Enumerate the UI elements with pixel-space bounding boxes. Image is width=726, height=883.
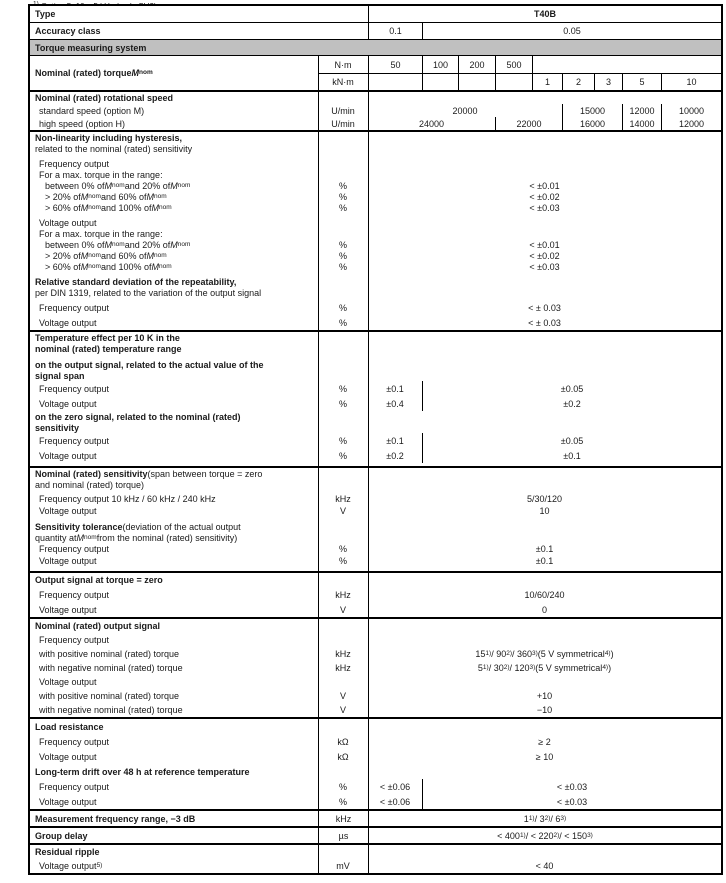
torque-unit-nm: N·m [334, 59, 352, 70]
divider [318, 845, 319, 873]
row-group-delay [30, 826, 721, 843]
tolerance-title-bold: Sensitivity tolerance [35, 521, 123, 532]
speed-high-label: high speed (option H) [39, 118, 126, 129]
unit-cell: kHz [335, 589, 351, 600]
unit-cell: % [338, 544, 347, 554]
value-cell-005: < ±0.03 [422, 779, 721, 794]
span-subtitle: on the output signal, related to the actual value of the [35, 359, 264, 370]
value-cell: < 400 1) / < 220 2) / < 150 3) [368, 828, 721, 843]
row-accuracy-class [30, 22, 721, 39]
value-cell: 5 1) / 30 2) / 120 3) (5 V symmetrical 4) ) [477, 663, 612, 673]
value-cell-01: < ±0.06 [379, 781, 411, 792]
sensitivity-title [30, 468, 262, 479]
zero-subtitle: on the zero signal, related to the nominal (rated) [35, 411, 241, 422]
speed-high-value: 22000 [495, 117, 562, 130]
divider [368, 92, 369, 130]
value-cell-01: ±0.1 [386, 383, 404, 394]
section-bar-torque-measuring-system [30, 39, 721, 55]
speed-standard-unit: U/min [331, 105, 355, 116]
value-cell: ±0.1 [535, 544, 554, 554]
voltage-output-label: Voltage output [39, 317, 97, 328]
unit-cell: % [338, 302, 347, 313]
value-cell-005: ±0.05 [422, 433, 721, 448]
unit-cell: % [338, 239, 347, 250]
unit-cell: % [338, 191, 347, 202]
frequency-output-label: Frequency output [39, 589, 110, 600]
unit-cell: V [339, 604, 346, 615]
value-cell: 10/60/240 [524, 589, 565, 600]
value-cell-005: ±0.1 [422, 448, 721, 463]
value-cell-005: ±0.05 [422, 381, 721, 396]
accuracy-class-value-01: 0.1 [368, 23, 422, 39]
value-cell-01: ±0.4 [386, 398, 404, 409]
unit-cell: % [338, 383, 347, 394]
value-cell: < ±0.01 [529, 180, 560, 191]
type-label: Type [35, 9, 56, 19]
frequency-output-label: Frequency output [39, 736, 110, 747]
divider [368, 573, 369, 617]
value-cell: < ± 0.03 [528, 302, 561, 313]
type-value: T40B [368, 6, 721, 22]
voltage-output-label: Voltage output [39, 556, 97, 566]
range-row-label: > 60% of M nom and 100% of M nom [45, 202, 172, 213]
value-cell-005: < ±0.03 [422, 794, 721, 809]
torque-value-knm: 2 [562, 73, 594, 90]
voltage-output-label: Voltage output [39, 506, 97, 516]
torque-value-nm: 50 [368, 56, 422, 73]
value-cell: +10 [536, 691, 553, 701]
unit-cell: % [338, 180, 347, 191]
spec-table [28, 4, 723, 875]
tolerance-title [30, 521, 241, 532]
temperature-title: nominal (rated) temperature range [35, 343, 182, 354]
voltage-output-label: Voltage output [39, 796, 97, 807]
frequency-output-label: Frequency output [39, 781, 110, 792]
repeatability-title: Relative standard deviation of the repeatability, [35, 276, 237, 287]
zero-subtitle: sensitivity [35, 422, 80, 433]
divider [368, 845, 369, 873]
speed-high-unit: U/min [331, 118, 355, 129]
load-resistance-title: Load resistance [35, 721, 104, 732]
value-cell: 0 [541, 604, 547, 615]
divider [318, 56, 319, 90]
divider [368, 619, 369, 717]
unit-cell: V [339, 705, 346, 715]
frequency-output-label: Frequency output [39, 383, 110, 394]
unit-cell: µs [318, 828, 368, 843]
empty-cell [458, 73, 495, 90]
unit-cell: kΩ [337, 736, 349, 747]
speed-high-value: 16000 [562, 117, 622, 130]
value-cell: 10 [539, 506, 550, 516]
value-cell-01: ±0.2 [386, 450, 404, 461]
range-intro: For a max. torque in the range: [39, 228, 163, 239]
torque-value-knm: 3 [594, 73, 622, 90]
negative-torque-label: with negative nominal (rated) torque [39, 663, 183, 673]
value-cell: < ±0.02 [529, 250, 560, 261]
unit-cell: V [339, 691, 346, 701]
voltage-output-label: Voltage output [39, 450, 97, 461]
torque-unit-knm: kN·m [318, 73, 368, 90]
range-row-label: between 0% of M nom and 20% of M nom [45, 180, 191, 191]
value-cell: < ± 0.03 [528, 317, 561, 328]
divider [368, 132, 369, 330]
speed-title: Nominal (rated) rotational speed [35, 93, 174, 103]
positive-torque-label: with positive nominal (rated) torque [39, 649, 180, 659]
nonlinearity-title: Non-linearity including hysteresis, [35, 132, 183, 143]
measurement-frequency-label: Measurement frequency range, −3 dB [35, 813, 196, 824]
unit-cell: % [338, 250, 347, 261]
row-output-signal-zero [30, 571, 721, 617]
voltage-output-label: Voltage output [39, 751, 97, 762]
value-cell: 15 1) / 90 2) / 360 3) (5 V symmetrical 4) ) [475, 649, 614, 659]
frequency-output-label: Frequency output [39, 158, 110, 169]
value-cell: ≥ 10 [535, 751, 554, 762]
torque-value-nm: 200 [458, 56, 495, 73]
voltage-output-label: Voltage output [39, 217, 97, 228]
row-residual-ripple [30, 843, 721, 873]
torque-value-knm: 10 [661, 73, 721, 90]
frequency-output-label: Frequency output [39, 544, 110, 554]
span-subtitle: signal span [35, 370, 85, 381]
unit-cell: kΩ [337, 751, 349, 762]
sensitivity-title-normal: (span between torque = zero [147, 468, 263, 479]
sensitivity-title-line2: and nominal (rated) torque) [35, 479, 145, 490]
torque-value-knm: 5 [622, 73, 661, 90]
sensitivity-title-bold: Nominal (rated) sensitivity [35, 468, 148, 479]
row-rotational-speed [30, 90, 721, 130]
divider [318, 92, 319, 130]
speed-standard-value: 20000 [452, 105, 478, 116]
value-cell-01: < ±0.06 [379, 796, 411, 807]
voltage-output-label: Voltage output [39, 677, 97, 687]
frequency-output-label: Frequency output [39, 302, 110, 313]
voltage-output-label: Voltage output [39, 604, 97, 615]
zero-output-title: Output signal at torque = zero [35, 575, 163, 585]
row-nominal-output-signal [30, 617, 721, 717]
unit-cell: % [338, 261, 347, 272]
divider [318, 132, 319, 330]
empty-cell [495, 73, 532, 90]
tolerance-title-normal: (deviation of the actual output [122, 521, 241, 532]
unit-cell: % [338, 202, 347, 213]
row-sensitivity [30, 466, 721, 571]
range-row-label: > 60% of M nom and 100% of M nom [45, 261, 172, 272]
value-cell: < 40 [535, 860, 554, 871]
negative-torque-label: with negative nominal (rated) torque [39, 705, 183, 715]
value-cell: < ±0.01 [529, 239, 560, 250]
repeatability-subtitle: per DIN 1319, related to the variation of the output signal [35, 287, 262, 298]
divider [318, 619, 319, 717]
frequency-output-label: Frequency output 10 kHz / 60 kHz / 240 kHz [39, 494, 216, 504]
torque-value-nm: 100 [422, 56, 458, 73]
divider [318, 332, 319, 466]
speed-high-value: 14000 [622, 117, 661, 130]
torque-value-nm: 500 [495, 56, 532, 73]
row-nominal-torque [30, 55, 721, 90]
nominal-torque-label: Nominal (rated) torque M nom [35, 68, 153, 78]
unit-cell: % [338, 398, 347, 409]
torque-value-knm: 1 [532, 73, 562, 90]
speed-standard-value: 15000 [562, 104, 622, 117]
value-cell-01: ±0.1 [386, 435, 404, 446]
value-cell: < ±0.03 [529, 202, 560, 213]
unit-cell: kHz [335, 663, 351, 673]
unit-cell: kHz [318, 811, 368, 826]
voltage-output-label: Voltage output [39, 398, 97, 409]
temperature-title: Temperature effect per 10 K in the [35, 332, 180, 343]
speed-standard-value: 12000 [622, 104, 661, 117]
speed-standard-label: standard speed (option M) [39, 105, 145, 116]
value-cell-005: ±0.2 [422, 396, 721, 411]
row-load-resistance [30, 717, 721, 809]
value-cell: ≥ 2 [538, 736, 551, 747]
range-row-label: between 0% of M nom and 20% of M nom [45, 239, 191, 250]
divider [318, 468, 319, 571]
divider [368, 719, 369, 809]
accuracy-class-label: Accuracy class [35, 26, 101, 36]
value-cell: < ±0.02 [529, 191, 560, 202]
unit-cell: kHz [335, 649, 351, 659]
nonlinearity-subtitle: related to the nominal (rated) sensitivity [35, 143, 193, 154]
divider [318, 573, 319, 617]
unit-cell: % [338, 450, 347, 461]
accuracy-class-value-005: 0.05 [422, 23, 721, 39]
empty-cell [532, 56, 721, 73]
unit-cell: % [338, 435, 347, 446]
positive-torque-label: with positive nominal (rated) torque [39, 691, 180, 701]
value-cell: −10 [536, 705, 553, 715]
unit-cell: % [338, 781, 347, 792]
unit-cell: mV [336, 860, 350, 871]
value-cell: ±0.1 [535, 556, 554, 566]
group-delay-label: Group delay [35, 830, 88, 841]
nominal-output-title: Nominal (rated) output signal [35, 621, 160, 631]
row-non-linearity [30, 130, 721, 330]
divider [318, 719, 319, 809]
range-intro: For a max. torque in the range: [39, 169, 163, 180]
speed-high-value: 24000 [418, 118, 445, 129]
speed-standard-value: 10000 [661, 104, 721, 117]
row-type [30, 6, 721, 22]
unit-cell: kHz [335, 494, 351, 504]
voltage-output-label: Voltage output 5) [39, 860, 103, 871]
value-cell: 5/30/120 [526, 494, 563, 504]
row-measurement-frequency-range [30, 809, 721, 826]
unit-cell: % [338, 556, 347, 566]
frequency-output-label: Frequency output [39, 435, 110, 446]
drift-title: Long-term drift over 48 h at reference temperature [35, 766, 250, 777]
frequency-output-label: Frequency output [39, 635, 110, 645]
value-cell: 1 1) / 3 2) / 6 3) [368, 811, 721, 826]
range-row-label: > 20% of M nom and 60% of M nom [45, 250, 167, 261]
tolerance-title-line2: quantity at M nom from the nominal (rated) sensitivity) [35, 532, 238, 543]
range-row-label: > 20% of M nom and 60% of M nom [45, 191, 167, 202]
row-temperature-effect [30, 330, 721, 466]
divider [368, 332, 369, 466]
value-cell: < ±0.03 [529, 261, 560, 272]
residual-ripple-title: Residual ripple [35, 846, 100, 857]
speed-high-value: 12000 [661, 117, 721, 130]
divider [368, 468, 369, 571]
unit-cell: % [338, 317, 347, 328]
unit-cell: V [339, 506, 346, 516]
unit-cell: % [338, 796, 347, 807]
empty-cell [422, 73, 458, 90]
empty-cell [368, 73, 422, 90]
section-bar-title: Torque measuring system [35, 42, 147, 53]
